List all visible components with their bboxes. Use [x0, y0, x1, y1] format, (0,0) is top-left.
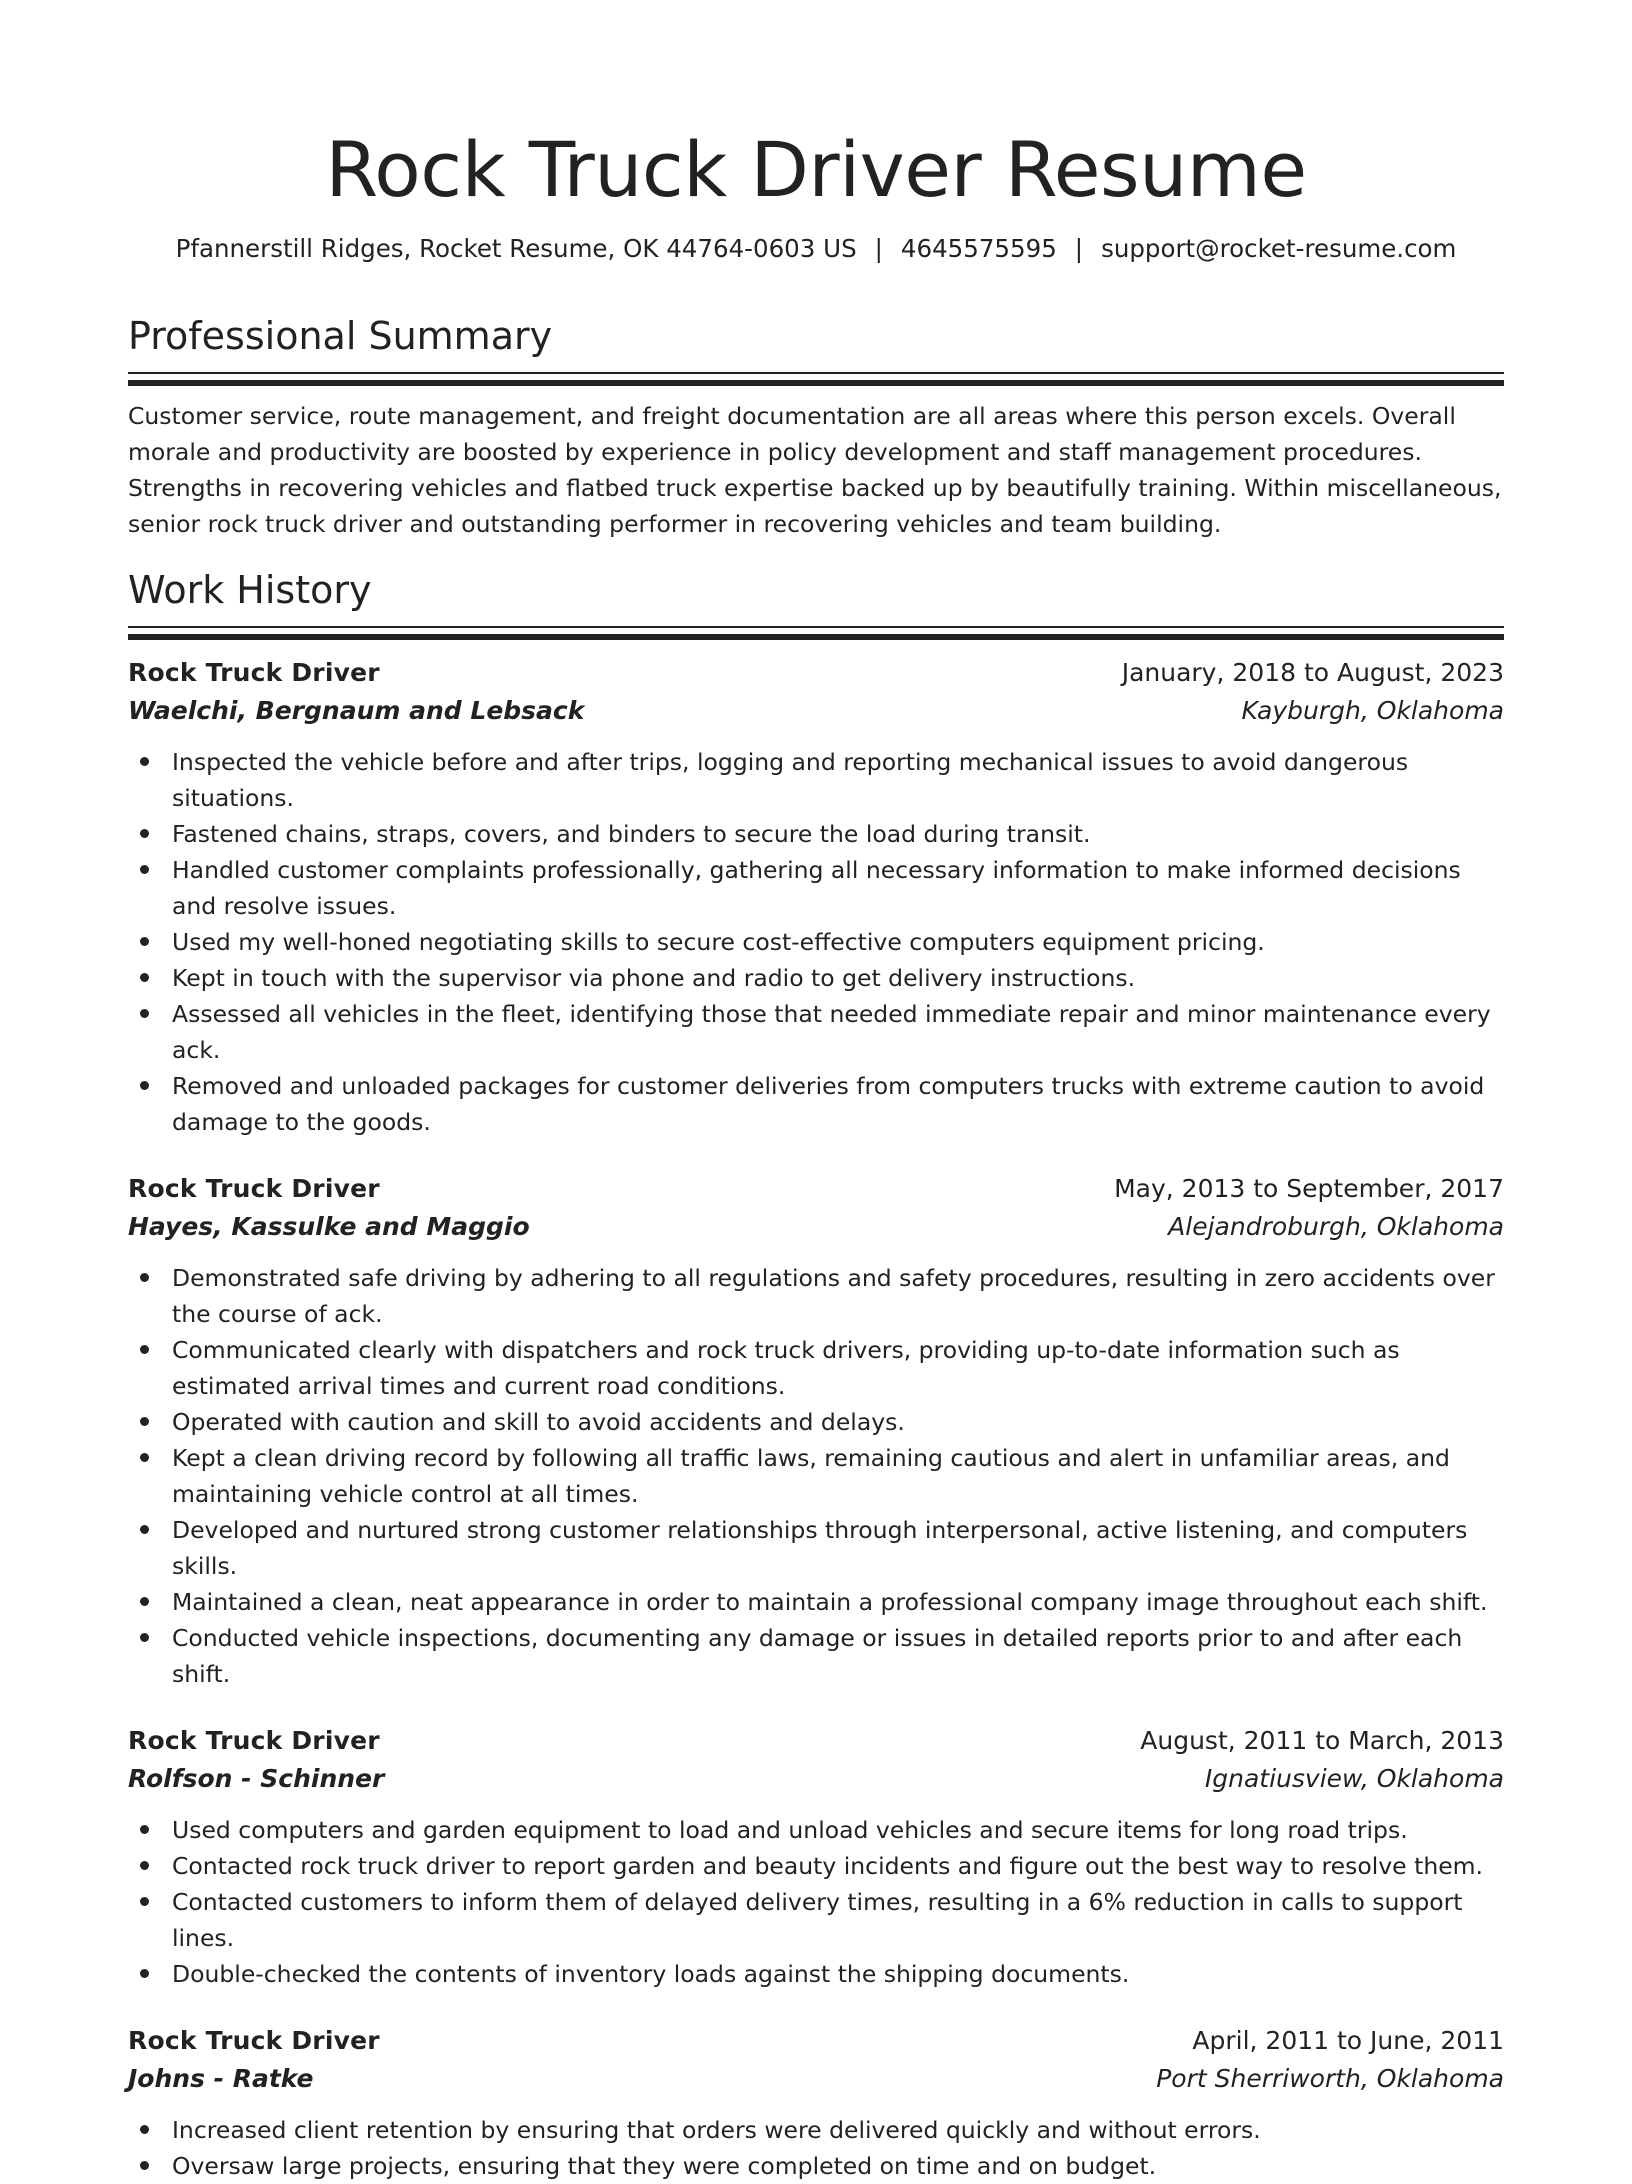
bullet-icon: [140, 973, 149, 982]
company-name: Hayes, Kassulke and Maggio: [128, 1212, 530, 1241]
contact-address: Pfannerstill Ridges, Rocket Resume, OK 44764-0603 US: [175, 234, 857, 263]
duty-text: Kept a clean driving record by following all traffic laws, remaining cautious and alert in unfamiliar areas, and maintaining vehicle control at all times.: [172, 1444, 1450, 1508]
job-entry: [128, 1722, 1504, 1992]
duty-text: Handled customer complaints professionally, gathering all necessary information to make informed decisions and resolve issues.: [172, 856, 1461, 920]
duty-text: Contacted customers to inform them of delayed delivery times, resulting in a 6% reduction in calls to support lines.: [172, 1888, 1463, 1952]
duty-item: [128, 1584, 1504, 1620]
duty-item: [128, 960, 1504, 996]
section-divider: [128, 626, 1504, 640]
duty-item: [128, 852, 1504, 924]
company-name: Waelchi, Bergnaum and Lebsack: [128, 696, 585, 725]
contact-line: [128, 232, 1504, 266]
job-dates: April, 2011 to June, 2011: [1192, 2026, 1504, 2055]
duty-item: [128, 1404, 1504, 1440]
summary-text: Customer service, route management, and freight documentation are all areas where this person excels. Overall morale and productivity are boosted by experience in policy development and staff management procedures. Strengths in recovering vehicles and flatbed truck expertise backed up by beautifully training. Within miscellaneous, senior rock truck driver and outstanding performer in recovering vehicles and team building.: [128, 402, 1502, 538]
duty-text: Fastened chains, straps, covers, and binders to secure the load during transit.: [172, 820, 1091, 848]
bullet-icon: [140, 1345, 149, 1354]
job-duties-list: [128, 1812, 1504, 1992]
bullet-icon: [140, 1081, 149, 1090]
duty-text: Inspected the vehicle before and after trips, logging and reporting mechanical issues to avoid dangerous situations.: [172, 748, 1409, 812]
job-title: Rock Truck Driver: [128, 2026, 380, 2055]
bullet-icon: [140, 2125, 149, 2134]
duty-text: Assessed all vehicles in the fleet, identifying those that needed immediate repair and minor maintenance every ack.: [172, 1000, 1491, 1064]
bullet-icon: [140, 1897, 149, 1906]
job-header-row: [128, 1170, 1504, 1208]
duty-item: [128, 1332, 1504, 1404]
bullet-icon: [140, 1273, 149, 1282]
job-header-row: [128, 654, 1504, 692]
bullet-icon: [140, 1597, 149, 1606]
job-location: Port Sherriworth, Oklahoma: [1156, 2064, 1504, 2093]
bullet-icon: [140, 1453, 149, 1462]
duty-text: Removed and unloaded packages for customer deliveries from computers trucks with extreme caution to avoid damage to the goods.: [172, 1072, 1485, 1136]
section-divider: [128, 372, 1504, 386]
job-company-row: [128, 2060, 1504, 2098]
duty-item: [128, 744, 1504, 816]
duty-text: Used my well-honed negotiating skills to secure cost-effective computers equipment pricing.: [172, 928, 1265, 956]
duty-text: Increased client retention by ensuring that orders were delivered quickly and without errors.: [172, 2116, 1261, 2144]
duty-item: [128, 1512, 1504, 1584]
bullet-icon: [140, 1417, 149, 1426]
section-heading-work-history: Work History: [128, 568, 372, 612]
job-dates: January, 2018 to August, 2023: [1121, 658, 1504, 687]
job-duties-list: [128, 1260, 1504, 1692]
job-dates: May, 2013 to September, 2017: [1114, 1174, 1504, 1203]
duty-item: [128, 816, 1504, 852]
job-company-row: [128, 1208, 1504, 1246]
job-entry: [128, 1170, 1504, 1692]
bullet-icon: [140, 1009, 149, 1018]
duty-item: [128, 1260, 1504, 1332]
resume-page: [128, 0, 1504, 2184]
duty-item: [128, 1440, 1504, 1512]
job-company-row: [128, 692, 1504, 730]
job-title: Rock Truck Driver: [128, 1726, 380, 1755]
job-title: Rock Truck Driver: [128, 1174, 380, 1203]
resume-title: Rock Truck Driver Resume: [325, 125, 1307, 214]
duty-text: Used computers and garden equipment to load and unload vehicles and secure items for long road trips.: [172, 1816, 1408, 1844]
duty-text: Double-checked the contents of inventory loads against the shipping documents.: [172, 1960, 1130, 1988]
job-location: Alejandroburgh, Oklahoma: [1168, 1212, 1504, 1241]
duty-text: Conducted vehicle inspections, documenting any damage or issues in detailed reports prior to and after each shift.: [172, 1624, 1463, 1688]
contact-separator: |: [1074, 234, 1084, 263]
bullet-icon: [140, 1825, 149, 1834]
duty-item: [128, 1956, 1504, 1992]
duty-item: [128, 924, 1504, 960]
company-name: Rolfson - Schinner: [128, 1764, 385, 1793]
company-name: Johns - Ratke: [128, 2064, 314, 2093]
job-entry: [128, 2022, 1504, 2184]
job-duties-list: [128, 744, 1504, 1140]
contact-separator: |: [874, 234, 883, 263]
duty-item: [128, 996, 1504, 1068]
job-title: Rock Truck Driver: [128, 658, 380, 687]
professional-summary-section: [128, 312, 1504, 542]
section-heading-summary: Professional Summary: [128, 314, 553, 358]
bullet-icon: [140, 865, 149, 874]
bullet-icon: [140, 1633, 149, 1642]
job-location: Kayburgh, Oklahoma: [1241, 696, 1504, 725]
duty-item: [128, 1068, 1504, 1140]
duty-item: [128, 1884, 1504, 1956]
duty-text: Developed and nurtured strong customer relationships through interpersonal, active listening, and computers skills.: [172, 1516, 1468, 1580]
job-dates: August, 2011 to March, 2013: [1140, 1726, 1504, 1755]
duty-item: [128, 2148, 1504, 2184]
bullet-icon: [140, 937, 149, 946]
duty-text: Maintained a clean, neat appearance in order to maintain a professional company image throughout each shift.: [172, 1588, 1488, 1616]
duty-item: [128, 1812, 1504, 1848]
duty-text: Operated with caution and skill to avoid accidents and delays.: [172, 1408, 905, 1436]
bullet-icon: [140, 2161, 149, 2170]
job-header-row: [128, 2022, 1504, 2060]
duty-text: Oversaw large projects, ensuring that they were completed on time and on budget.: [172, 2152, 1157, 2180]
job-duties-list: [128, 2112, 1504, 2184]
duty-text: Contacted rock truck driver to report garden and beauty incidents and figure out the best way to resolve them.: [172, 1852, 1484, 1880]
duty-item: [128, 1848, 1504, 1884]
bullet-icon: [140, 829, 149, 838]
job-entry: [128, 654, 1504, 1140]
duty-item: [128, 1620, 1504, 1692]
bullet-icon: [140, 1861, 149, 1870]
duty-text: Communicated clearly with dispatchers and rock truck drivers, providing up-to-date information such as estimated arrival times and current road conditions.: [172, 1336, 1400, 1400]
bullet-icon: [140, 1969, 149, 1978]
job-company-row: [128, 1760, 1504, 1798]
bullet-icon: [140, 1525, 149, 1534]
duty-item: [128, 2112, 1504, 2148]
job-location: Ignatiusview, Oklahoma: [1204, 1764, 1504, 1793]
contact-email: support@rocket-resume.com: [1101, 234, 1457, 263]
duty-text: Kept in touch with the supervisor via phone and radio to get delivery instructions.: [172, 964, 1136, 992]
job-header-row: [128, 1722, 1504, 1760]
duty-text: Demonstrated safe driving by adhering to all regulations and safety procedures, resulting in zero accidents over the course of ack.: [172, 1264, 1495, 1328]
contact-phone: 4645575595: [900, 234, 1057, 263]
work-history-section: [128, 566, 1504, 2184]
bullet-icon: [140, 757, 149, 766]
